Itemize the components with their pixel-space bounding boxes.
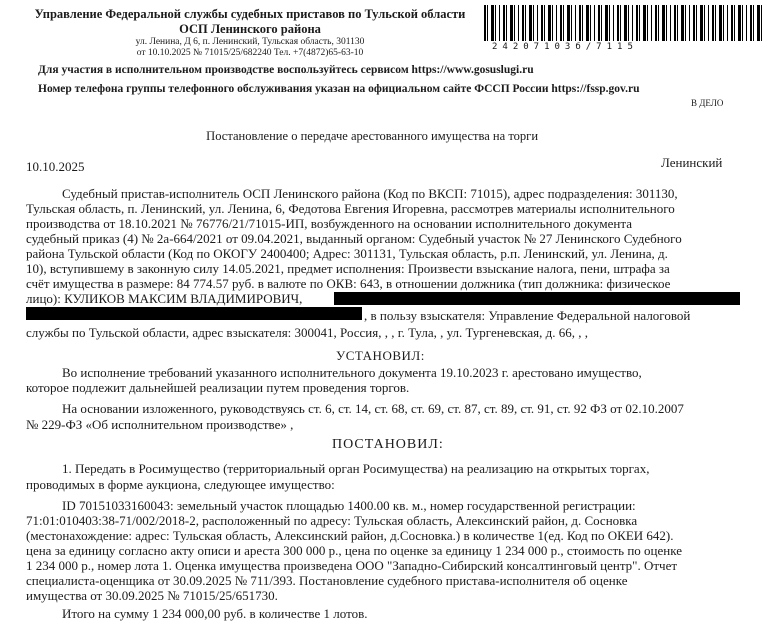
property-line-4: цена за единицу согласно акту описи и ареста 300 000 р., цена по оценке за единицу 1 234 000 р., стоимость по оценке [26,543,682,558]
basis-line-2: № 229-ФЗ «Об исполнительном производстве» , [26,417,294,432]
org-name-line1: Управление Федеральной службы судебных приставов по Тульской области [34,7,466,21]
basis-line-1: На основании изложенного, руководствуясь ст. 6, ст. 14, ст. 68, ст. 69, ст. 87, ст. 89, ст. 91, ст. 92 ФЗ от 02.10.2007 [62,401,684,416]
intro-line-3: производства от 18.10.2021 № 76776/21/71015-ИП, возбужденного на основании исполнительного документа [26,216,632,231]
intro-line-5: района Тульской области (Код по ОКОГУ 2400400; Адрес: 301131, Тульская область, р.п. Ленинский, ул. Ленина, д. [26,246,668,261]
property-line-6: специалиста-оценщика от 30.09.2025 № 711/393. Постановление судебного пристава-исполнителя об оценке [26,573,628,588]
doc-place: Ленинский [661,155,723,170]
phone-notice: Номер телефона группы телефонного обслуживания указан на официальном сайте ФССП России https://fssp.gov.ru [38,83,640,95]
total-line: Итого на сумму 1 234 000,00 руб. в количестве 1 лотов. [62,606,368,621]
redaction-bar [26,307,362,320]
property-line-3: (местонахождение: адрес: Тульская область, Алексинский район, д.Сосновка.) в количестве 1(ед. Код по ОКЕИ 642). [26,528,674,543]
barcode-number: 24207103б/7115 [492,42,638,52]
property-line-5: 1 234 000 р., номер лота 1. Оценка имущества произведена ООО "Западно-Сибирский консалтинговый центр". Отчет [26,558,678,573]
intro-line-9: , в пользу взыскателя: Управление Федеральной налоговой [364,308,691,323]
property-line-2: 71:01:010403:38-71/002/2018-2, расположенный по адресу: Тульская область, Алексинский район, д. Сосновка [26,513,638,528]
item1-line-1: 1. Передать в Росимущество (территориальный орган Росимущества) на реализацию на открытых торгах, [62,461,650,476]
intro-line-2: Тульская область, п. Ленинский, ул. Ленина, 6, Федотова Евгения Игоревна, рассмотрев материалы исполнительного [26,201,675,216]
heading-established: УСТАНОВИЛ: [336,348,425,363]
established-line-2: которое подлежит дальнейшей реализации путем проведения торгов. [26,380,410,395]
intro-line-8: лицо): КУЛИКОВ МАКСИМ ВЛАДИМИРОВИЧ, [26,291,303,306]
item1-line-2: проводимых в форме аукциона, следующее имущество: [26,477,335,492]
doc-date: 10.10.2025 [26,159,85,174]
intro-line-1: Судебный пристав-исполнитель ОСП Ленинского района (Код по ВКСП: 71015), адрес подразделения: 301130, [62,186,678,201]
org-name-line2: ОСП Ленинского района [179,22,321,36]
barcode [484,5,762,41]
property-line-1: ID 70151033160043: земельный участок площадью 1400.00 кв. м., номер государственной регистрации: [62,498,636,513]
established-line-1: Во исполнение требований указанного исполнительного документа 19.10.2023 г. арестовано имущество, [62,365,642,380]
intro-line-7: счёт имущества в размере: 84 774.57 руб. в валюте по ОКВ: 643, в отношении должника (тип должника: физическое [26,276,671,291]
intro-line-10: службы по Тульской области, адрес взыскателя: 300041, Россия, , , г. Тула, , ул. Тургеневская, д. 66, , , [26,325,589,340]
redaction-bar [334,292,740,305]
org-address: ул. Ленина, Д 6, п. Ленинский, Тульская область, 301130 [135,37,365,47]
intro-line-4: судебный приказ (4) № 2а-664/2021 от 09.04.2021, выданный органом: Судебный участок № 27 Ленинского Судебного [26,231,682,246]
heading-resolved: ПОСТАНОВИЛ: [332,437,444,452]
property-line-7: имущества от 30.09.2025 № 71015/25/651730. [26,588,278,603]
doc-reg-number: от 10.10.2025 № 71015/25/682240 Тел. +7(4872)65-63-10 [136,48,364,58]
v-delo-stamp: В ДЕЛО [691,98,724,108]
intro-line-6: 10), вступившему в законную силу 14.05.2021, предмет исполнения: Произвести взыскание налога, пени, штрафа за [26,261,670,276]
page-title: Постановление о передаче арестованного имущества на торги [206,128,539,143]
gosuslugi-notice: Для участия в исполнительном производстве воспользуйтесь сервисом https://www.gosuslugi.ru [38,64,534,76]
